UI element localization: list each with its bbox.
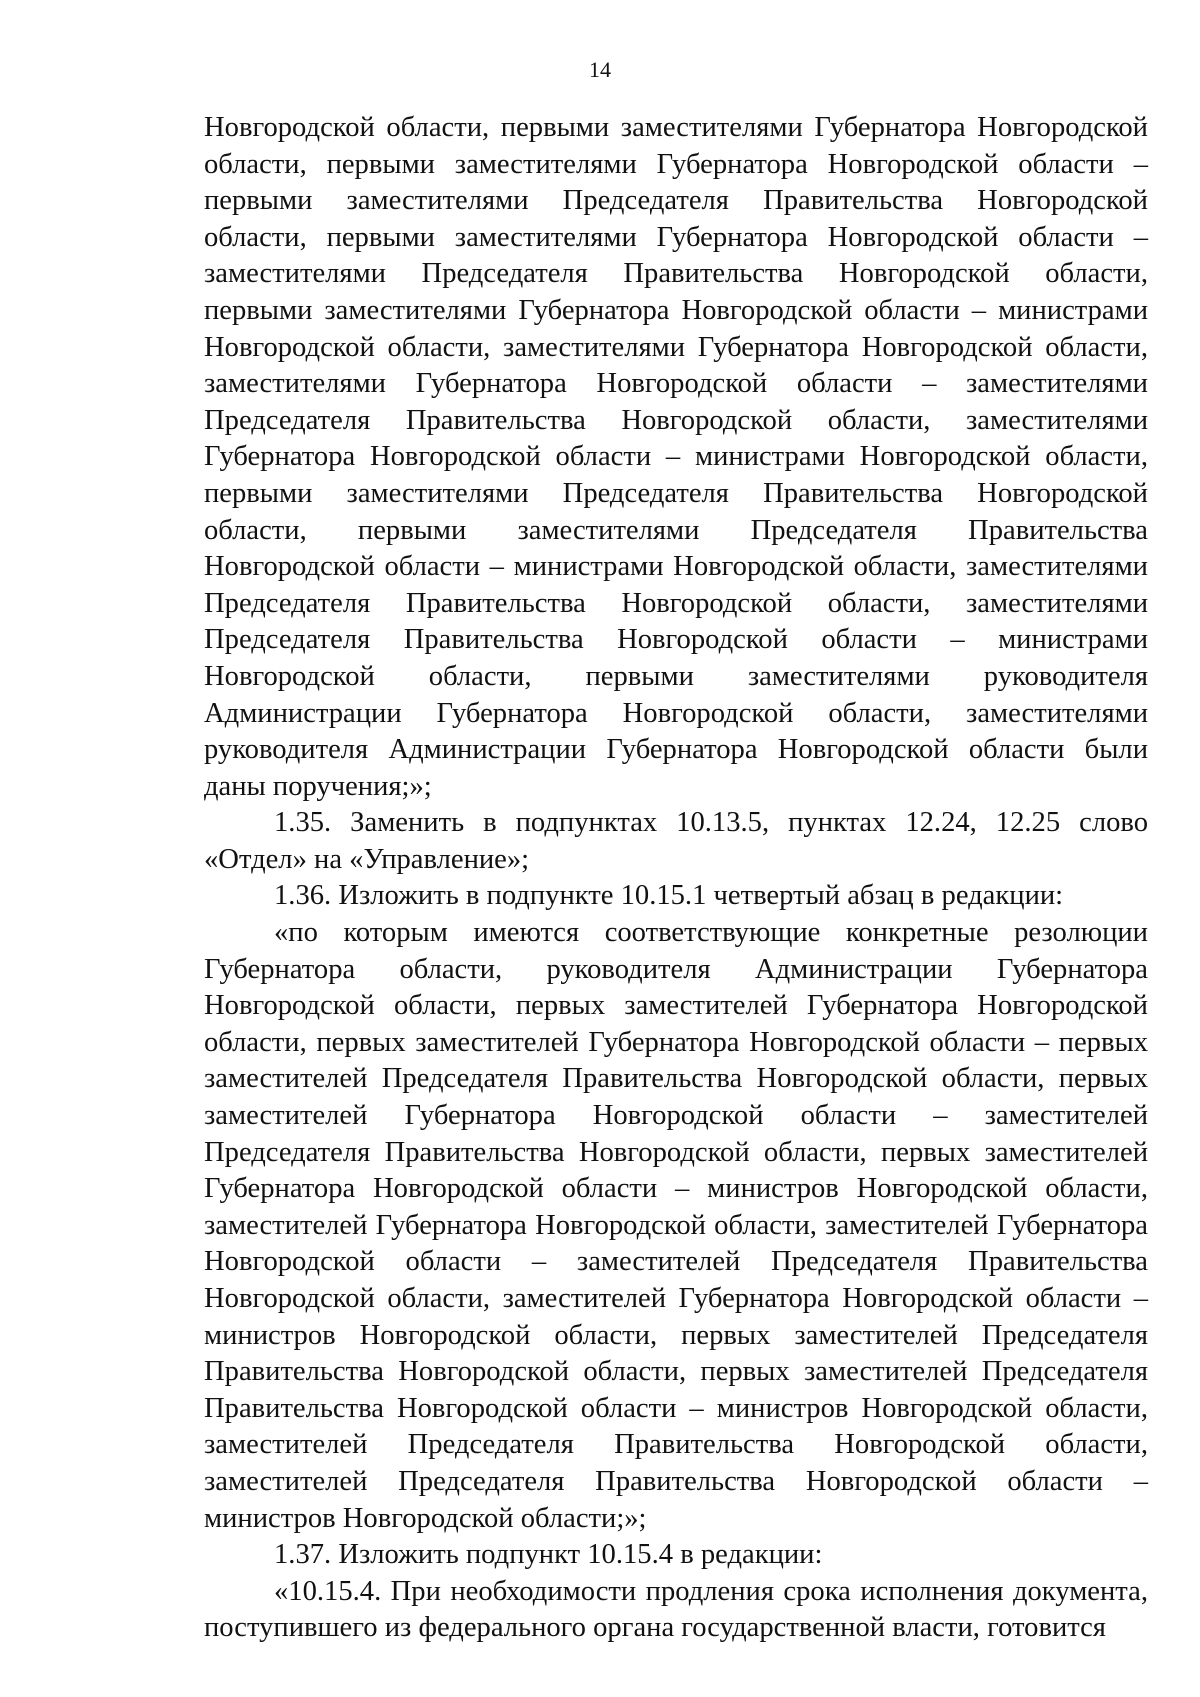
paragraph-item-10-15-4: «10.15.4. При необходимости продления срока исполнения документа, поступившего из федерального органа государственной власти, готовится: [204, 1575, 1148, 1644]
paragraph-item-1-35: 1.35. Заменить в подпунктах 10.13.5, пунктах 12.24, 12.25 слово «Отдел» на «Управление»;: [204, 807, 1148, 875]
paragraph-quoted-text: «по которым имеются соответствующие конкретные резолюции Губернатора области, руководителя Администрации Губернатора Новгородской области, первых заместителей Губернатора Новгородской области, первых заместителей Губернатора Новгородской области – первых заместителей Председателя Правительства Новгородской области, первых заместителей Губернатора Новгородской области – заместителей Председателя Правительства Новгородской области, первых заместителей Губернатора Новгородской области – министров Новгородской области, заместителей Губернатора Новгородской области, заместителей Губернатора Новгородской области – заместителей Председателя Правительства Новгородской области, заместителей Губернатора Новгородской области – министров Новгородской области, первых заместителей Председателя Правительства Новгородской области, первых заместителей Председателя Правительства Новгородской области – министров Новгородской области, заместителей Председателя Правительства Новгородской области, заместителей Председателя Правительства Новгородской области – министров Новгородской области;»;: [204, 917, 1148, 1534]
paragraph-item-1-37: 1.37. Изложить подпункт 10.15.4 в редакции:: [274, 1539, 823, 1571]
document-body: [204, 110, 1148, 1647]
page-number: 14: [589, 57, 611, 82]
paragraph-continuation: Новгородской области, первыми заместителями Губернатора Новгородской области, первыми заместителями Губернатора Новгородской области – первыми заместителями Председателя Правительства Новгородской области, первыми заместителями Губернатора Новгородской области – заместителями Председателя Правительства Новгородской области, первыми заместителями Губернатора Новгородской области – министрами Новгородской области, заместителями Губернатора Новгородской области, заместителями Губернатора Новгородской области – заместителями Председателя Правительства Новгородской области, заместителями Губернатора Новгородской области – министрами Новгородской области, первыми заместителями Председателя Правительства Новгородской области, первыми заместителями Председателя Правительства Новгородской области – министрами Новгородской области, заместителями Председателя Правительства Новгородской области, заместителями Председателя Правительства Новгородской области – министрами Новгородской области, первыми заместителями руководителя Администрации Губернатора Новгородской области, заместителями руководителя Администрации Губернатора Новгородской области были даны поручения;»;: [204, 112, 1148, 802]
paragraph-item-1-36: 1.36. Изложить в подпункте 10.15.1 четвертый абзац в редакции:: [274, 880, 1064, 912]
